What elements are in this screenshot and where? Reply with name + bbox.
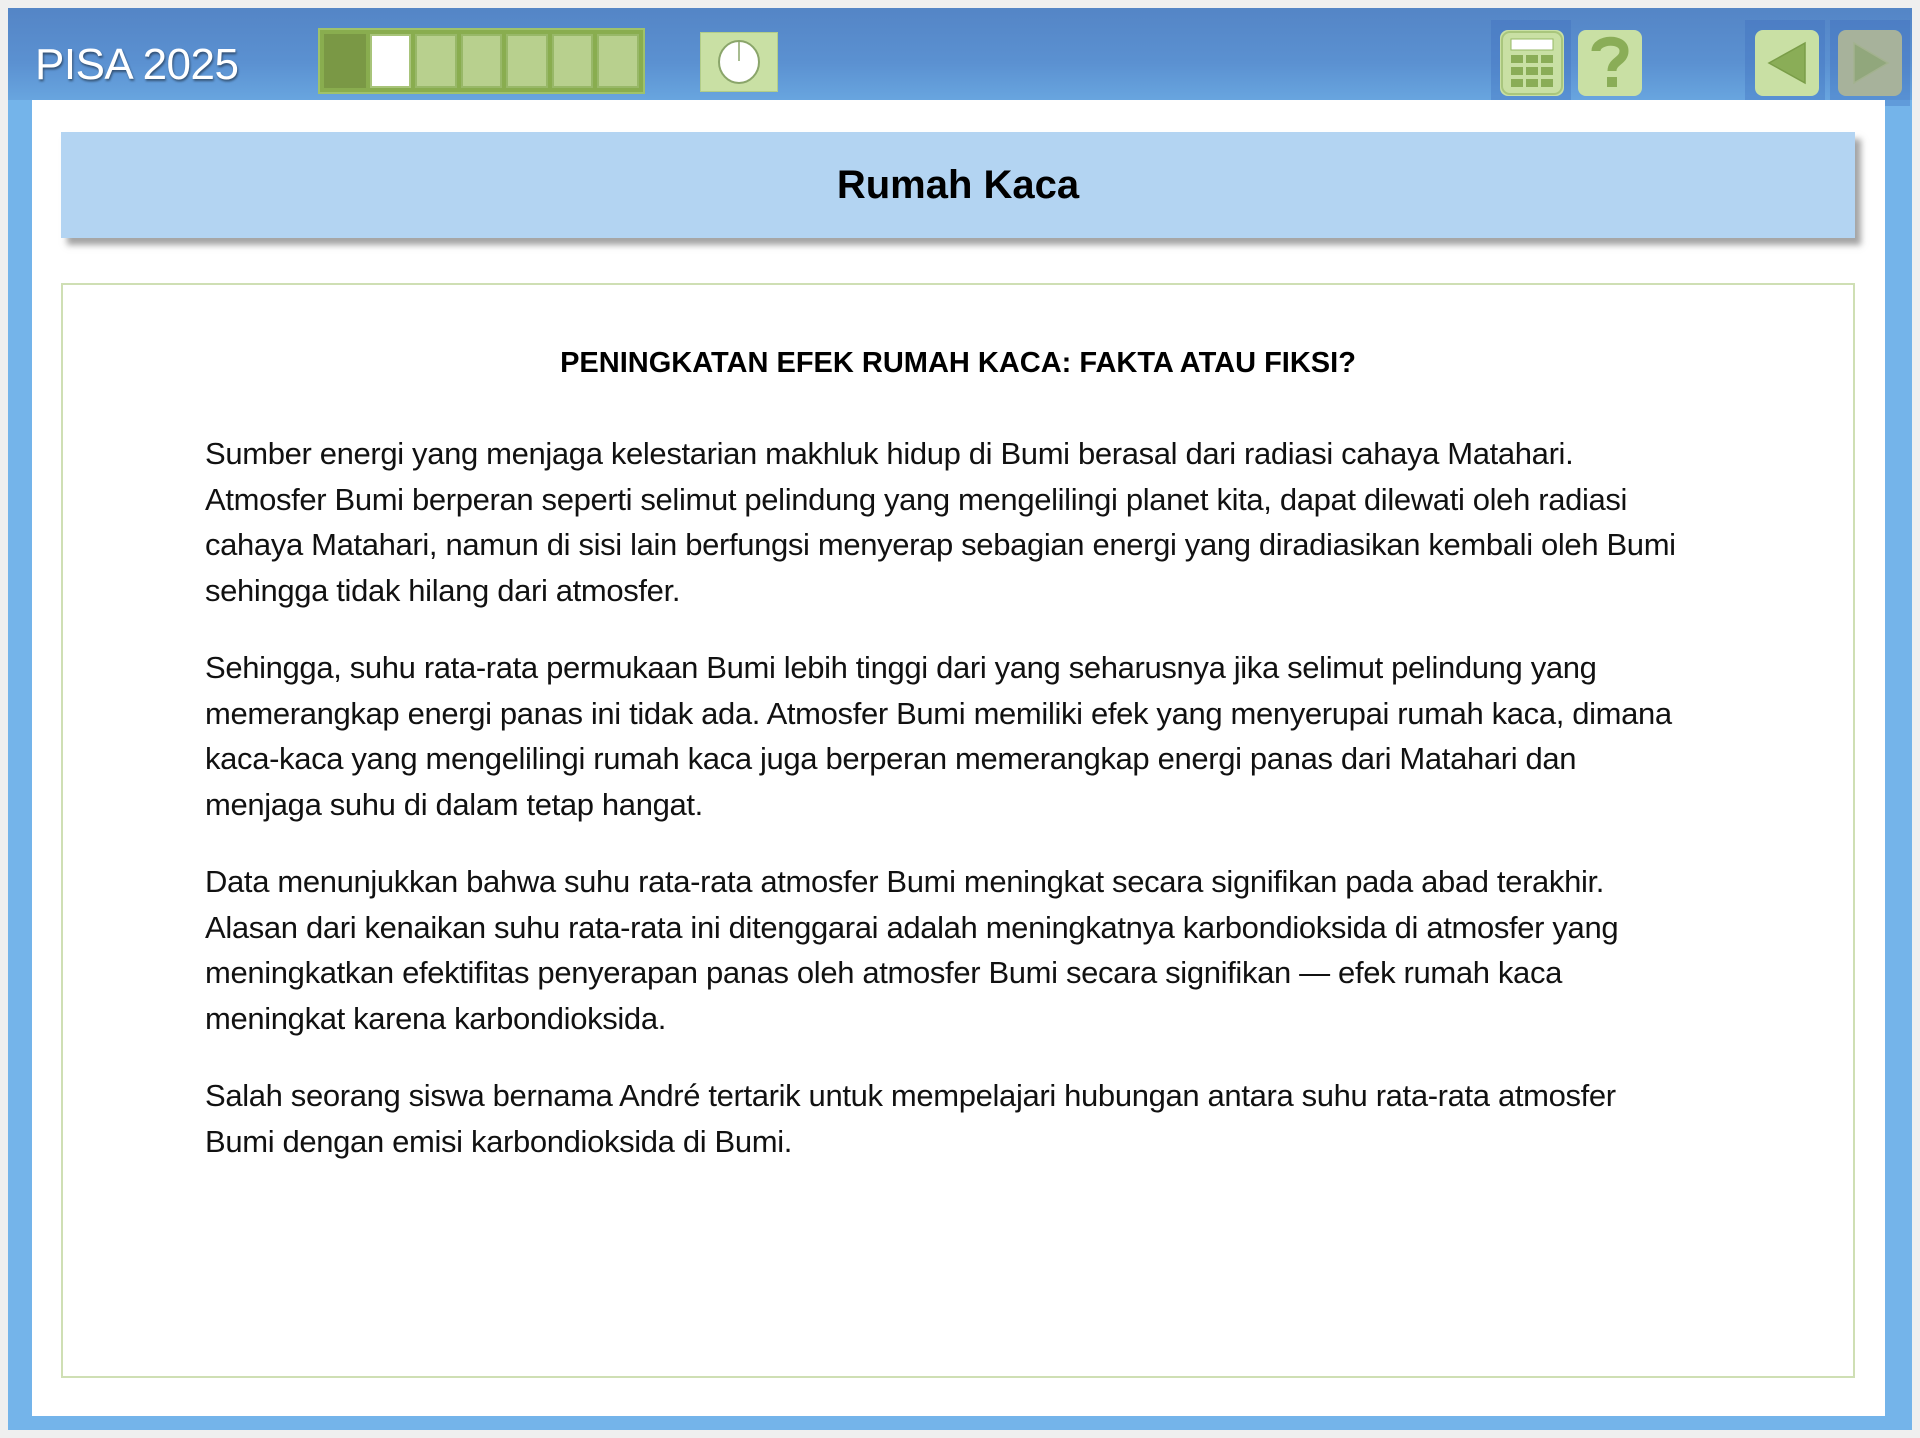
- passage-paragraph: Sumber energi yang menjaga kelestarian makhluk hidup di Bumi berasal dari radiasi cahaya Matahari. Atmosfer Bumi berperan seperti selimut pelindung yang mengelilingi planet kita, dapat dilewati oleh radiasi cahaya Matahari, namun di sisi lain berfungsi menyerap sebagian energi yang diradiasikan kembali oleh Bumi sehingga tidak hilang dari atmosfer.: [205, 436, 1676, 608]
- timer-button[interactable]: [700, 32, 778, 92]
- arrow-left-icon: [1765, 39, 1809, 87]
- progress-segment-pending: [597, 34, 639, 88]
- app-frame: [8, 8, 1912, 1430]
- content-area: [32, 100, 1885, 1416]
- progress-segment-pending: [506, 34, 548, 88]
- question-mark-icon: [1590, 35, 1630, 91]
- unit-progress-bar: [318, 28, 645, 94]
- passage-paragraph: Data menunjukkan bahwa suhu rata-rata atmosfer Bumi meningkat secara signifikan pada abad terakhir. Alasan dari kenaikan suhu rata-rata ini ditenggarai adalah meningkatnya karbondioksida di atmosfer yang meningkatkan efektifitas penyerapan panas oleh atmosfer Bumi secara signifikan — efek rumah kaca meningkat karena karbondioksida.: [205, 864, 1619, 1036]
- timer-icon: [714, 37, 764, 87]
- calculator-icon: [1501, 31, 1563, 95]
- reading-passage: [61, 283, 1855, 1378]
- progress-segment-current: [370, 34, 412, 88]
- page-title: Rumah Kaca: [836, 162, 1080, 207]
- app-brand: PISA 2025: [35, 40, 239, 89]
- passage-heading: PENINGKATAN EFEK RUMAH KACA: FAKTA ATAU FIKSI?: [560, 347, 1356, 379]
- help-button[interactable]: [1578, 30, 1642, 96]
- page-title-bar: [61, 132, 1855, 238]
- previous-button[interactable]: [1755, 30, 1819, 96]
- passage-paragraph: Salah seorang siswa bernama André tertarik untuk mempelajari hubungan antara suhu rata-rata atmosfer Bumi dengan emisi karbondioksida di Bumi.: [205, 1078, 1616, 1159]
- passage-paragraph: Sehingga, suhu rata-rata permukaan Bumi lebih tinggi dari yang seharusnya jika selimut pelindung yang memerangkap energi panas ini tidak ada. Atmosfer Bumi memiliki efek yang menyerupai rumah kaca, dimana kaca-kaca yang mengelilingi rumah kaca juga berperan memerangkap energi panas dari Matahari dan menjaga suhu di dalam tetap hangat.: [205, 650, 1672, 822]
- progress-segment-pending: [552, 34, 594, 88]
- progress-segment-pending: [461, 34, 503, 88]
- calculator-button[interactable]: [1500, 30, 1564, 96]
- progress-segment-completed: [324, 34, 366, 88]
- next-button[interactable]: [1838, 30, 1902, 96]
- header-bar: [8, 8, 1912, 100]
- progress-segment-pending: [415, 34, 457, 88]
- arrow-right-icon: [1848, 39, 1892, 87]
